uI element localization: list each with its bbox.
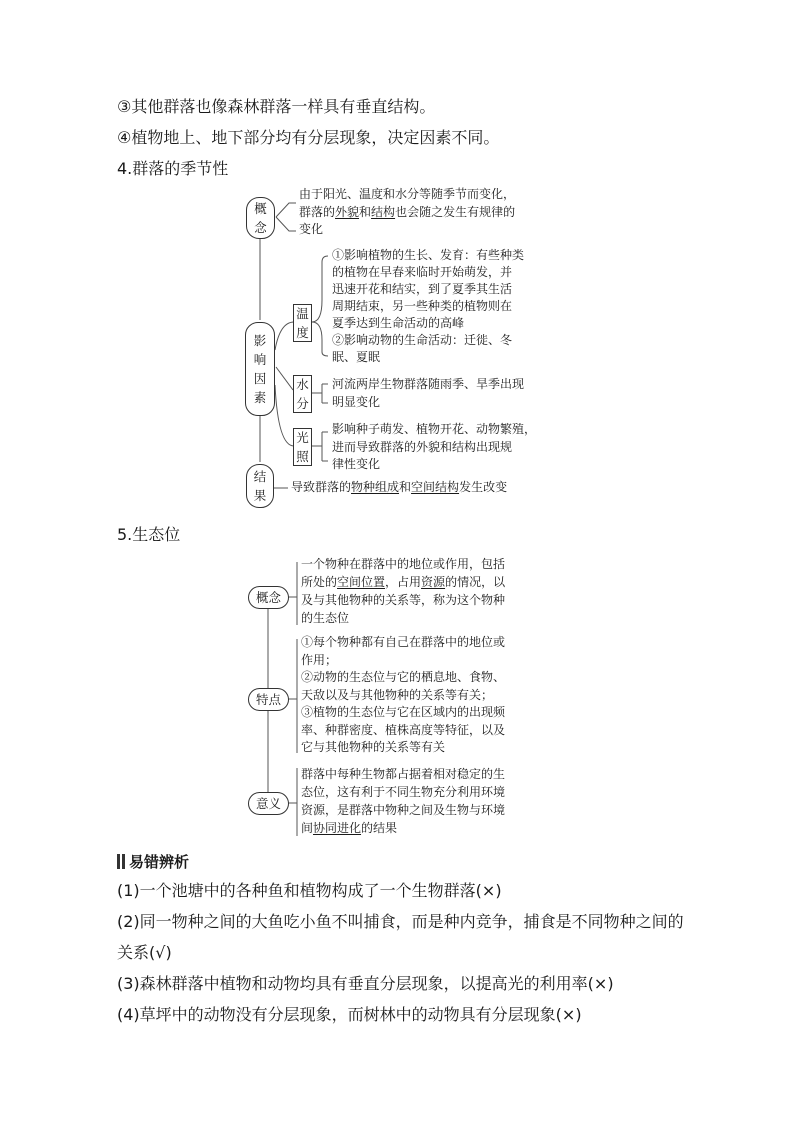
error-analysis-header: [117, 851, 189, 871]
light-node: 光 照: [293, 428, 312, 466]
text-line: 眠、夏眠: [332, 350, 381, 364]
section-5-title: 5.生态位: [117, 525, 181, 544]
result-node: 结 果: [246, 464, 274, 508]
text-line: 的植物在早春来临时开始萌发，并: [332, 265, 513, 279]
text-line: 变化: [299, 222, 324, 236]
text-line: 群落中每种生物都占据着相对稳定的生: [301, 767, 506, 781]
text-line: 明显变化: [332, 394, 381, 409]
influencing-factors-node: 影 响 因 素: [245, 322, 275, 416]
text-line: 影响种子萌发、植物开花、动物繁殖，: [332, 422, 537, 436]
section-marker-icon: [117, 854, 125, 869]
text-line: ③植物的生态位与它在区域内的出现频: [301, 705, 506, 719]
error-item-1: (1)一个池塘中的各种鱼和植物构成了一个生物群落(×): [117, 881, 502, 900]
niche-concept-node: 概念: [248, 586, 289, 609]
text-line: ①影响植物的生长、发育：有些种类: [332, 248, 525, 262]
text-line: ②动物的生态位与它的栖息地、食物、: [301, 670, 506, 684]
niche-significance-node: 意义: [248, 792, 289, 815]
text-line: 作用；: [301, 652, 338, 667]
text-line: 由于阳光、温度和水分等随季节而变化，: [299, 187, 516, 201]
error-item-4: (4)草坪中的动物没有分层现象，而树林中的动物具有分层现象(×): [117, 1005, 582, 1024]
text-line: 间协同进化的结果: [301, 821, 398, 835]
text-line: 周期结束，另一些种类的植物则在: [332, 299, 513, 313]
water-node: 水 分: [293, 375, 312, 413]
text-line: 一个物种在群落中的地位或作用，包括: [301, 557, 506, 571]
text-line: 律性变化: [332, 457, 381, 471]
text-line: ①每个物种都有自己在群落中的地位或: [301, 635, 506, 649]
error-item-2: (2)同一物种之间的大鱼吃小鱼不叫捕食，而是种内竞争，捕食是不同物种之间的: [117, 912, 684, 931]
section-4-title: 4.群落的季节性: [117, 159, 229, 178]
text-line: 导致群落的物种组成和空间结构发生改变: [291, 480, 508, 494]
text-line: 迅速开花和结实，到了夏季其生活: [332, 282, 513, 296]
error-item-3: (3)森林群落中植物和动物均具有垂直分层现象，以提高光的利用率(×): [117, 974, 614, 993]
text-line: 率、种群密度、植株高度等特征，以及: [301, 722, 506, 737]
text-line: 及与其他物种的关系等，称为这个物种: [301, 593, 506, 607]
text-line: 所处的空间位置，占用资源的情况，以: [301, 575, 506, 589]
text-line: 态位，这有利于不同生物充分利用环境: [301, 785, 506, 799]
error-item-2-cont: 关系(√): [117, 943, 172, 962]
intro-item-3: ③其他群落也像森林群落一样具有垂直结构。: [117, 97, 436, 116]
text-line: ②影响动物的生命活动：迁徙、冬: [332, 333, 513, 347]
error-analysis-title: 易错辨析: [129, 852, 190, 871]
text-line: 进而导致群落的外貌和结构出现规: [332, 439, 513, 454]
text-line: 群落的外貌和结构也会随之发生有规律的: [299, 204, 516, 219]
text-line: 资源，是群落中物种之间及生物与环境: [301, 803, 506, 817]
seasonality-concept-node: 概 念: [246, 197, 275, 239]
text-line: 河流两岸生物群落随雨季、旱季出现: [332, 377, 525, 391]
text-line: 天敌以及与其他物种的关系等有关；: [301, 687, 494, 702]
text-line: 夏季达到生命活动的高峰: [332, 316, 465, 330]
niche-features-node: 特点: [248, 688, 289, 711]
intro-item-4: ④植物地上、地下部分均有分层现象，决定因素不同。: [117, 128, 500, 147]
text-line: 它与其他物种的关系等有关: [301, 740, 446, 754]
text-line: 的生态位: [301, 611, 350, 625]
temperature-node: 温 度: [293, 304, 312, 342]
